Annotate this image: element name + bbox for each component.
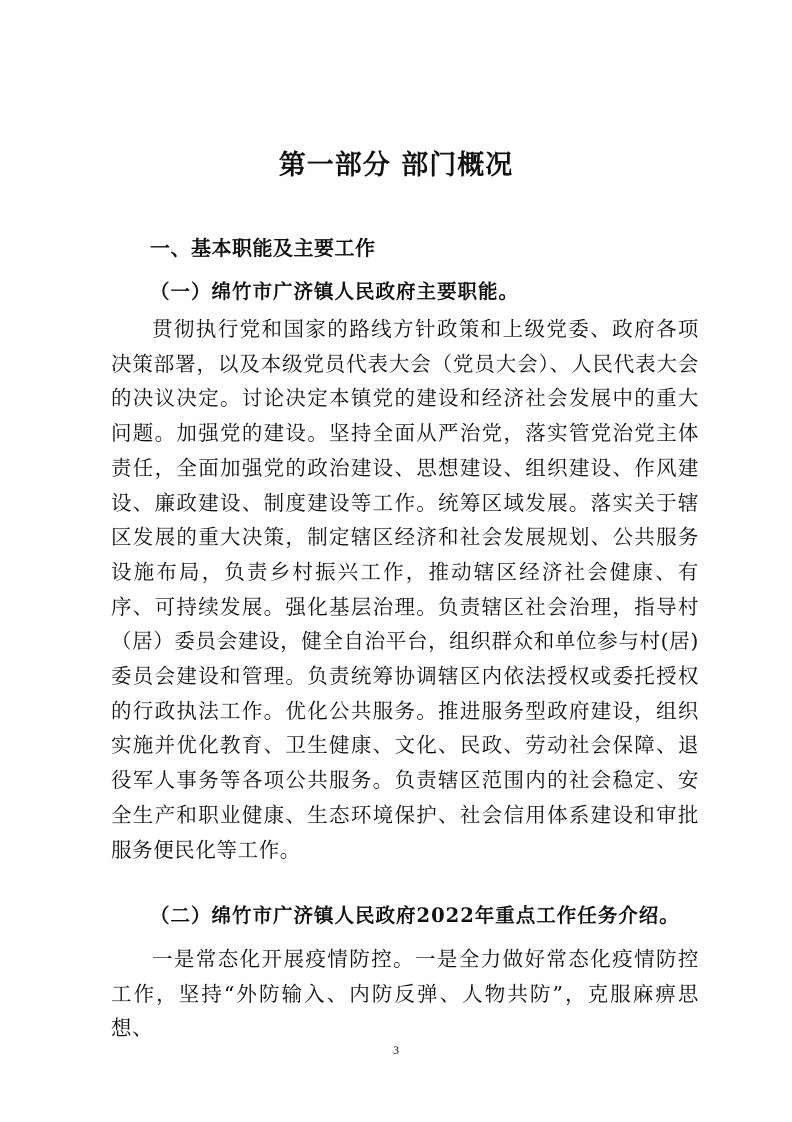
page-number: 3 xyxy=(393,1043,399,1057)
subsection-heading-tasks: （二）绵竹市广济镇人民政府2022年重点工作任务介绍。 xyxy=(150,904,680,927)
tasks-paragraph: 一是常态化开展疫情防控。一是全力做好常态化疫情防控工作，坚持“外防输入、内防反弹、人物共防”，克服麻痹思想、 xyxy=(111,947,699,1041)
functions-paragraph: 贯彻执行党和国家的路线方针政策和上级党委、政府各项决策部署，以及本级党员代表大会（党员大会）、人民代表大会的决议决定。讨论决定本镇党的建设和经济社会发展中的重大问题。加强党的建设。坚持全面从严治党，落实管党治党主体责任，全面加强党的政治建设、思想建设、组织建设、作风建设、廉政建设、制度建设等工作。统筹区域发展。落实关于辖区发展的重大决策，制定辖区经济和社会发展规划、公共服务设施布局，负责乡村振兴工作，推动辖区经济社会健康、有序、可持续发展。强化基层治理。负责辖区社会治理，指导村（居）委员会建设，健全自治平台，组织群众和单位参与村(居)委员会建设和管理。负责统筹协调辖区内依法授权或委托授权的行政执法工作。优化公共服务。推进服务型政府建设，组织实施并优化教育、卫生健康、文化、民政、劳动社会保障、退役军人事务等各项公共服务。负责辖区范围内的社会稳定、安全生产和职业健康、生态环境保护、社会信用体系建设和审批服务便民化等工作。 xyxy=(111,317,699,862)
section-heading: 一、基本职能及主要工作 xyxy=(150,236,376,260)
subsection-heading-functions: （一）绵竹市广济镇人民政府主要职能。 xyxy=(150,280,520,303)
page-title: 第一部分 部门概况 xyxy=(278,150,514,181)
